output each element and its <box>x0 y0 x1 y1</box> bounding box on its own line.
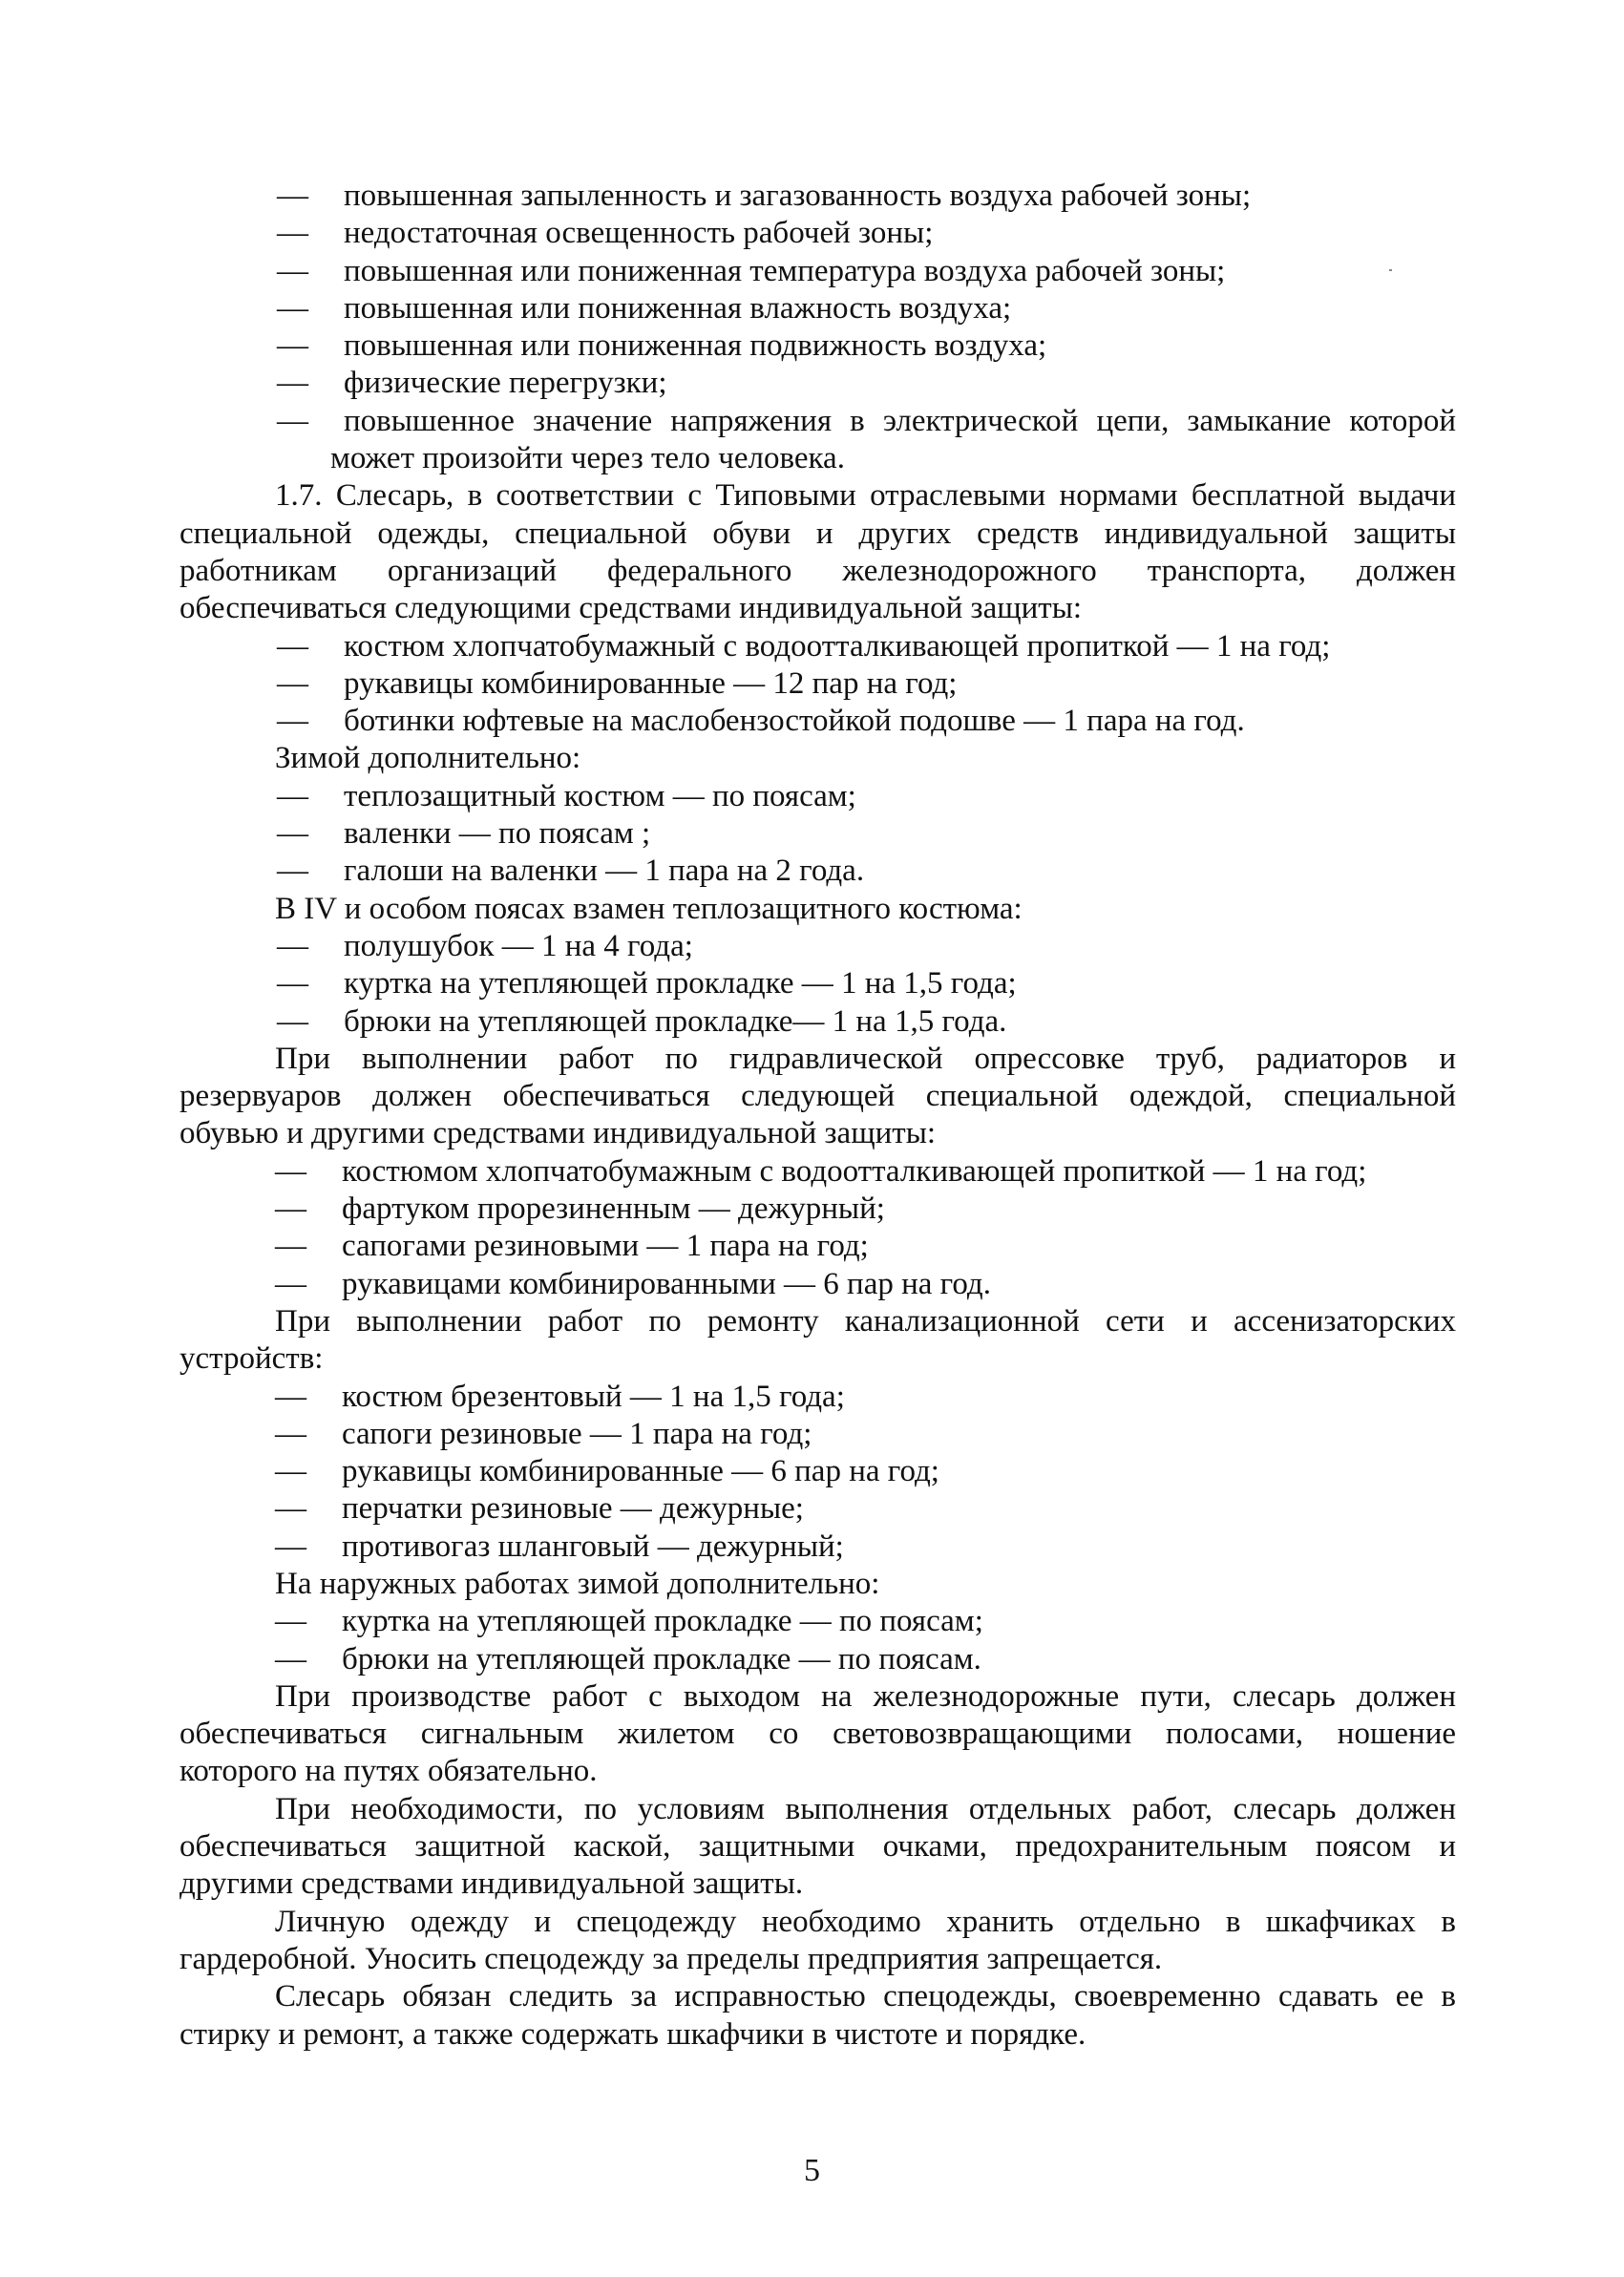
list-item <box>179 815 1456 853</box>
list-item-text: недостаточная освещенность рабочей зоны; <box>344 216 934 251</box>
list-item <box>179 1490 1456 1528</box>
list-item <box>179 1416 1456 1453</box>
list-dash: — <box>277 403 308 438</box>
paragraph-line: При необходимости, по условиям выполнения отдельных работ, слесарь должен <box>275 1791 1456 1826</box>
list-item <box>179 1529 1456 1566</box>
list-item-text: ботинки юфтевые на маслобензостойкой подошве — 1 пара на год. <box>344 704 1245 739</box>
paragraph-line: В IV и особом поясах взамен теплозащитного костюма: <box>275 891 1023 926</box>
list-dash: — <box>277 290 308 326</box>
list-item <box>179 1153 1456 1191</box>
paragraph-line: Зимой дополнительно: <box>275 741 581 776</box>
list-item <box>179 778 1456 815</box>
paragraph-line: обувью и другими средствами индивидуальной защиты: <box>179 1116 937 1151</box>
list-dash: — <box>275 1229 306 1264</box>
paragraph-line: Слесарь обязан следить за исправностью спецодежды, своевременно сдавать ее в <box>275 1979 1456 2014</box>
list-item-text: сапогами резиновыми — 1 пара на год; <box>342 1229 869 1264</box>
list-item <box>179 853 1456 890</box>
paragraph-line: может произойти через тело человека. <box>330 441 845 476</box>
paragraph-line: обеспечиваться защитной каской, защитными очками, предохранительным поясом и <box>179 1829 1456 1865</box>
list-item <box>179 1603 1456 1640</box>
list-item <box>179 1266 1456 1303</box>
page-number: 5 <box>804 2153 820 2188</box>
list-dash: — <box>277 854 308 889</box>
list-item <box>179 403 1456 440</box>
list-item-text: рукавицы комбинированные — 6 пар на год; <box>342 1454 939 1489</box>
list-item-text: куртка на утепляющей прокладке — по поясам; <box>342 1604 983 1639</box>
list-item-text: костюм хлопчатобумажный с водоотталкивающей пропиткой — 1 на год; <box>344 628 1331 664</box>
list-item-text: противогаз шланговый — дежурный; <box>342 1529 844 1564</box>
list-item <box>179 253 1456 290</box>
list-dash: — <box>275 1191 306 1227</box>
list-dash: — <box>277 628 308 664</box>
list-item <box>179 290 1456 327</box>
list-item-text: валенки — по поясам ; <box>344 816 651 852</box>
list-item-text: повышенная запыленность и загазованность воздуха рабочей зоны; <box>344 179 1252 213</box>
list-dash: — <box>277 179 308 213</box>
paragraph-line: При выполнении работ по гидравлической опрессовке труб, радиаторов и <box>275 1041 1456 1076</box>
list-item-text: куртка на утепляющей прокладке — 1 на 1,5 года; <box>344 966 1017 1001</box>
list-item <box>179 327 1456 365</box>
list-item-text: перчатки резиновые — дежурные; <box>342 1491 804 1527</box>
list-item <box>179 1228 1456 1265</box>
paragraph-line: Личную одежду и спецодежду необходимо хранить отдельно в шкафчиках в <box>275 1904 1456 1939</box>
paragraph-line: При выполнении работ по ремонту канализационной сети и ассенизаторских <box>275 1303 1456 1339</box>
list-item <box>179 178 1456 215</box>
paragraph-line: работникам организаций федерального железнодорожного транспорта, должен <box>179 553 1456 588</box>
list-dash: — <box>275 1416 306 1451</box>
paragraph-line: обеспечиваться следующими средствами индивидуальной защиты: <box>179 591 1083 626</box>
list-item <box>179 965 1456 1002</box>
paragraph-line: гардеробной. Уносить спецодежду за пределы предприятия запрещается. <box>179 1941 1163 1976</box>
list-dash: — <box>277 928 308 963</box>
list-item <box>179 665 1456 703</box>
list-item <box>179 928 1456 965</box>
list-item-text: брюки на утепляющей прокладке— 1 на 1,5 года. <box>344 1003 1007 1039</box>
list-dash: — <box>275 1153 306 1189</box>
list-dash: — <box>277 665 308 701</box>
list-item-text: повышенная или пониженная подвижность воздуха; <box>344 328 1047 364</box>
list-item <box>179 1379 1456 1416</box>
list-dash: — <box>275 1529 306 1564</box>
list-dash: — <box>275 1379 306 1414</box>
list-dash: — <box>275 1266 306 1301</box>
paragraph-line: обеспечиваться сигнальным жилетом со световозвращающими полосами, ношение <box>179 1717 1456 1752</box>
list-dash: — <box>275 1491 306 1527</box>
paragraph-line: устройств: <box>179 1341 324 1377</box>
list-item-text: рукавицы комбинированные — 12 пар на год; <box>344 665 958 701</box>
list-item <box>179 1453 1456 1490</box>
list-item-text: теплозащитный костюм — по поясам; <box>344 778 856 813</box>
paragraph-line: стирку и ремонт, а также содержать шкафчики в чистоте и порядке. <box>179 2016 1086 2052</box>
list-item-text: полушубок — 1 на 4 года; <box>344 928 693 963</box>
list-item <box>179 1641 1456 1678</box>
list-dash: — <box>277 704 308 739</box>
list-item-text: фартуком прорезиненным — дежурный; <box>342 1191 885 1227</box>
list-dash: — <box>277 216 308 251</box>
list-dash: — <box>275 1604 306 1639</box>
list-item-text: повышенная или пониженная влажность воздуха; <box>344 290 1012 326</box>
paragraph-line: 1.7. Слесарь, в соответствии с Типовыми отраслевыми нормами бесплатной выдачи <box>275 478 1456 514</box>
list-item-text: галоши на валенки — 1 пара на 2 года. <box>344 854 865 889</box>
paragraph-line: При производстве работ с выходом на железнодорожные пути, слесарь должен <box>275 1678 1456 1714</box>
list-item-text: повышенная или пониженная температура воздуха рабочей зоны; <box>344 253 1226 288</box>
list-item-text: брюки на утепляющей прокладке — по поясам. <box>342 1641 981 1676</box>
list-item-text: костюм брезентовый — 1 на 1,5 года; <box>342 1379 845 1414</box>
list-item <box>179 215 1456 252</box>
list-item <box>179 703 1456 740</box>
paragraph-line: специальной одежды, специальной обуви и других средств индивидуальной защиты <box>179 516 1456 551</box>
list-item <box>179 1003 1456 1041</box>
document-body <box>179 178 1456 2054</box>
list-dash: — <box>277 778 308 813</box>
list-item-text: физические перегрузки; <box>344 366 667 401</box>
paragraph-line: которого на путях обязательно. <box>179 1754 598 1789</box>
paragraph-line: резервуаров должен обеспечиваться следующей специальной одеждой, специальной <box>179 1079 1456 1114</box>
list-item <box>179 1191 1456 1228</box>
list-dash: — <box>275 1454 306 1489</box>
list-dash: — <box>277 1003 308 1039</box>
paragraph-line: На наружных работах зимой дополнительно: <box>275 1566 880 1601</box>
list-dash: — <box>277 366 308 401</box>
list-item-text: костюмом хлопчатобумажным с водоотталкивающей пропиткой — 1 на год; <box>342 1153 1367 1189</box>
list-dash: — <box>277 966 308 1001</box>
list-item-text: рукавицами комбинированными — 6 пар на год. <box>342 1266 991 1301</box>
list-item <box>179 628 1456 665</box>
list-dash: — <box>277 328 308 364</box>
paragraph-line: другими средствами индивидуальной защиты. <box>179 1866 804 1902</box>
list-item-text: повышенное значение напряжения в электрической цепи, замыкание которой <box>344 403 1456 438</box>
list-dash: — <box>277 253 308 288</box>
list-dash: — <box>275 1641 306 1676</box>
list-dash: — <box>277 816 308 852</box>
list-item-text: сапоги резиновые — 1 пара на год; <box>342 1416 812 1451</box>
list-item <box>179 365 1456 402</box>
